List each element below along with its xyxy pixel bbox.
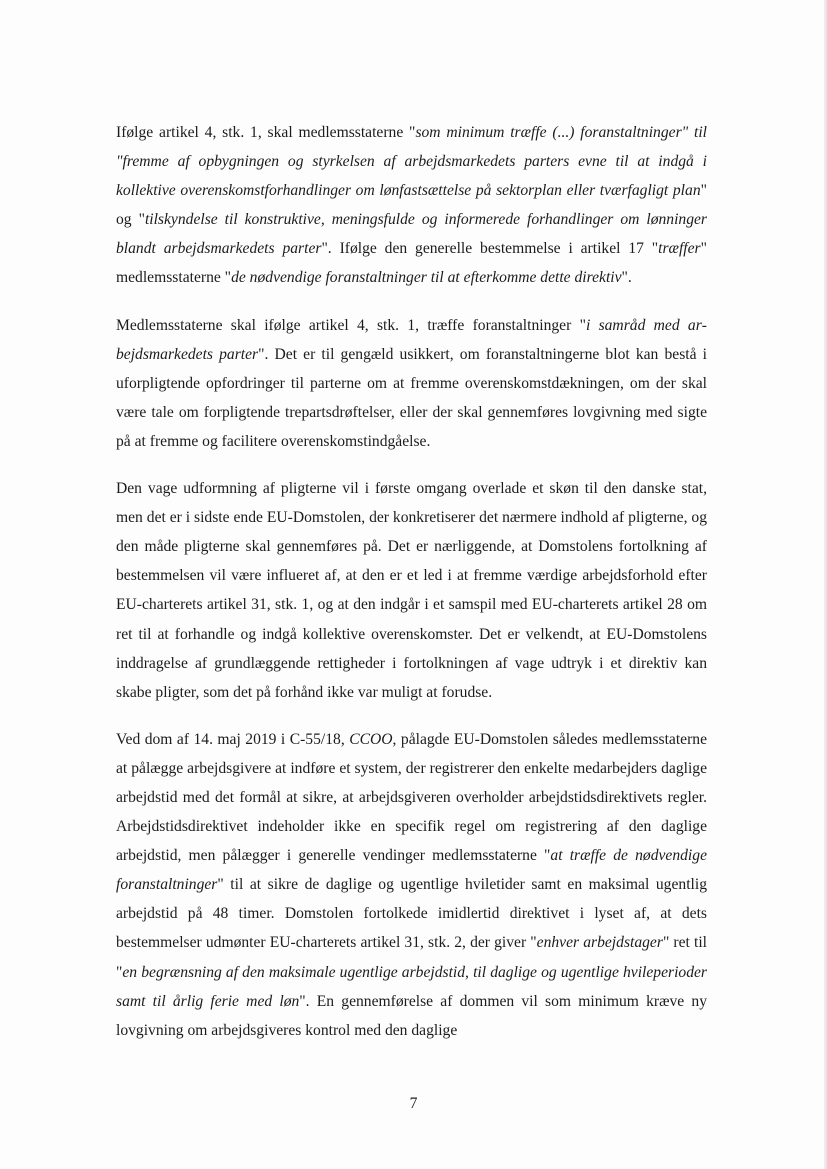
text-run: Ved dom af 14. maj 2019 i C-55/18,: [116, 730, 350, 748]
text-run: ".: [621, 269, 632, 287]
paragraph-2: [116, 311, 707, 456]
text-run: , pålagde EU-Domstolen således medlemsstaterne at pålægge arbejdsgivere at indføre et system, der registrerer den enkelte medarbejders daglige arbejdstid med det formål at sikre, at arbejdsgiveren overholder arbejdstidsdirektivets regler. Arbejdstidsdirektivet indeholder ikke en specifik regel om registrering af den daglige arbejdstid, men pålægger i generelle vendinger medlemsstaterne ": [116, 730, 707, 865]
body-text: [116, 118, 707, 1063]
italic-quote-run: tilskyndelse til konstruktive, meningsfulde og informerede forhandlinger om lønninger blandt arbejdsmarkedets parter: [116, 211, 707, 258]
italic-quote-run: at træffe de nødvendige foranstaltninger: [116, 847, 707, 894]
italic-quote-run: træffer: [658, 240, 701, 258]
italic-quote-run: til "fremme af opbygningen og styrkelsen af arbejdsmarkedets parters evne til at indgå i kollektive overenskomstforhandlinger om lønfastsættelse på sektorplan eller tværfagligt plan: [116, 124, 708, 200]
paragraph-3: [116, 474, 707, 707]
page-number: 7: [409, 1095, 418, 1112]
text-run: " ret til ": [116, 934, 708, 981]
italic-quote-run: de nødvendige foranstaltninger til at efterkomme dette direktiv: [231, 269, 622, 287]
paragraph-1: [116, 118, 707, 293]
text-run: Ifølge artikel 4, stk. 1, skal medlemsstaterne ": [116, 124, 416, 141]
italic-quote-run: som minimum træffe (...) foranstaltninger": [415, 124, 689, 141]
text-run: " medlemsstaterne ": [116, 240, 707, 287]
italic-quote-run: CCOO: [349, 730, 393, 748]
text-run: ". Det er til gengæld usikkert, om foranstaltningerne blot kan bestå i uforpligtende opfordringer til parterne om at fremme overenskomstdækningen, om der skal være tale om forpligtende trepartsdrøftelser, eller der skal gennemføres lovgivning med sigte på at fremme og facilitere overenskomstindgåelse.: [116, 345, 707, 450]
text-run: Medlemsstaterne skal ifølge artikel 4, stk. 1, træffe foranstaltninger ": [116, 316, 586, 334]
italic-quote-run: enhver arbejdstager: [536, 934, 663, 952]
text-run: ". En gennemførelse af dommen vil som minimum kræve ny lovgivning om arbejdsgiveres kontrol med den daglige: [116, 992, 707, 1039]
text-run: ". Ifølge den generelle bestemmelse i artikel 17 ": [321, 240, 659, 258]
italic-quote-run: en begrænsning af den maksimale ugentlige arbejdstid, til daglige og ugentlige hvileperioder samt til årlig ferie med løn: [116, 963, 707, 1010]
italic-quote-run: i samråd med arbejdsmarkedets parter: [116, 316, 707, 363]
paragraph-4: [116, 725, 707, 1045]
text-run: " til at sikre de daglige og ugentlige hviletider samt en maksimal ugentlig arbejdstid på 48 timer. Domstolen fortolkede imidlertid direktivet i lyset af, at dets bestemmelser udmønter EU-charterets artikel 31, stk. 2, der giver ": [116, 876, 707, 952]
text-run: " og ": [116, 182, 707, 229]
text-run: Den vage udformning af pligterne vil i første omgang overlade et skøn til den danske stat, men det er i sidste ende EU-Domstolen, der konkretiserer det nærmere indhold af pligterne, og den måde pligterne skal gennemføres på. Det er nærliggende, at Domstolens fortolkning af bestemmelsen vil være influeret af, at den er et led i at fremme værdige arbejdsforhold efter EU-charterets artikel 31, stk. 1, og at den indgår i et samspil med EU-charterets artikel 28 om ret til at forhandle og indgå kollektive overenskomster. Det er velkendt, at EU-Domstolens inddragelse af grundlæggende rettigheder i fortolkningen af vage udtryk i et direktiv kan skabe pligter, som det på forhånd ikke var muligt at forudse.: [116, 480, 707, 701]
